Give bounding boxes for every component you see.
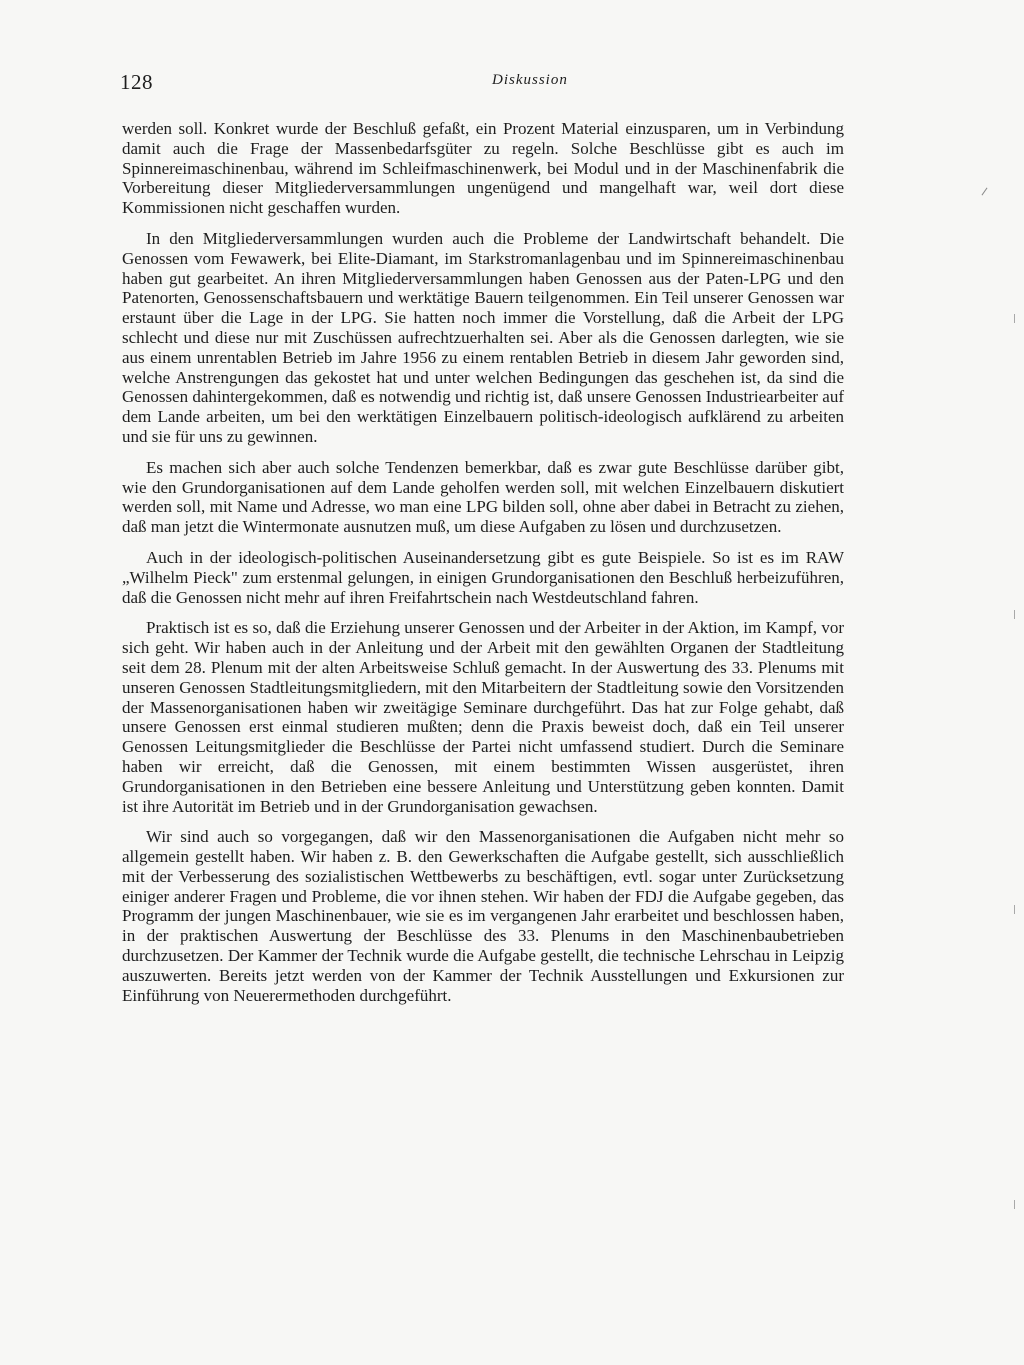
paragraph-3: Es machen sich aber auch solche Tendenzen bemerkbar, daß es zwar gute Beschlüsse darüber gibt, wie den Grundorganisationen auf dem Lande geholfen werden soll, mit welchen Einzelbauern diskutiert werden soll, mit Name und Adresse, wo man eine LPG bilden soll, ohne aber dabei in Betracht zu ziehen, daß man jetzt die Wintermonate ausnutzen muß, um diese Aufgaben zu lösen und durchzusetzen.: [122, 457, 844, 537]
paragraph-5: Praktisch ist es so, daß die Erziehung unserer Genossen und der Arbeiter in der Aktion, im Kampf, vor sich geht. Wir haben auch in der Anleitung und der Arbeit mit den gewählten Organen der Stadtleitung seit dem 28. Plenum mit der alten Arbeitsweise Schluß gemacht. In der Auswertung des 33. Plenums mit unseren Genossen Stadtleitungsmitgliedern, mit den Mitarbeitern der Stadtleitung sowie den Vorsitzenden der Massenorganisationen haben wir zweitägige Seminare durchgeführt. Das hat zur Folge gehabt, daß unsere Genossen erst einmal studieren mußten; denn die Praxis beweist doch, daß ein Teil unserer Genossen Leitungsmitglieder die Beschlüsse der Partei nicht umfassend studiert. Durch die Seminare haben wir erreicht, daß die Genossen, mit einem bestimmten Wissen ausgerüstet, ihren Grundorganisationen in den Betrieben eine bessere Anleitung und Unterstützung geben konnten. Damit ist ihre Autorität im Betrieb und in der Grundorganisation gewachsen.: [122, 618, 844, 816]
margin-mark: [1014, 314, 1015, 323]
margin-mark: [1014, 905, 1015, 914]
paragraph-6: Wir sind auch so vorgegangen, daß wir den Massenorganisationen die Aufgaben nicht mehr so allgemein gestellt haben. Wir haben z. B. den Gewerkschaften die Aufgabe gestellt, sich ausschließlich mit der Verbesserung des sozialistischen Wettbewerbs zu beschäftigen, evtl. sogar unter Zurücksetzung einiger anderer Fragen und Probleme, die vor ihnen stehen. Wir haben der FDJ die Aufgabe gegeben, das Programm der jungen Maschinenbauer, wie sie es im vergangenen Jahr erarbeitet und beschlossen haben, in der praktischen Auswertung der Beschlüsse des 33. Plenums in den Maschinenbaubetrieben durchzusetzen. Der Kammer der Technik wurde die Aufgabe gestellt, die technische Lehrschau in Leipzig auszuwerten. Bereits jetzt werden von der Kammer der Technik Ausstellungen und Exkursionen zur Einführung von Neuerermethoden durchgeführt.: [122, 827, 844, 1005]
paragraph-4: Auch in der ideologisch-politischen Auseinandersetzung gibt es gute Beispiele. So ist es im RAW „Wilhelm Pieck" zum erstenmal gelungen, in einigen Grundorganisationen den Beschluß herbeizuführen, daß die Genossen nicht mehr auf ihren Freifahrtschein nach Westdeutschland fahren.: [122, 547, 844, 607]
page-number: 128: [120, 70, 153, 94]
paragraph-2: In den Mitgliederversammlungen wurden auch die Probleme der Landwirtschaft behandelt. Die Genossen vom Fewawerk, bei Elite-Diamant, im Starkstromanlagenbau und im Spinnereimaschinenbau haben gut gearbeitet. An ihren Mitgliederversammlungen haben Genossen aus der Paten-LPG und den Patenorten, Genossenschaftsbauern und werktätige Bauern teilgenommen. Ein Teil unserer Genossen war erstaunt über die Lage in der LPG. Sie hatten noch immer die Vorstellung, daß die Arbeit der LPG schlecht und diese nur mit Zuschüssen aufrechtzuerhalten sei. Aber als die Genossen darlegten, wie sie aus einem unrentablen Betrieb im Jahre 1956 zu einem rentablen Betrieb in diesem Jahr geworden sind, welche Anstrengungen das gekostet hat und unter welchen Bedingungen das geschehen ist, da sind die Genossen dahintergekommen, daß es notwendig und richtig ist, daß unsere Genossen Industriearbeiter auf dem Lande arbeiten, um bei den werktätigen Einzelbauern politisch-ideologisch aufklärend zu arbeiten und sie für uns zu gewinnen.: [122, 228, 844, 446]
margin-mark: [1014, 1200, 1015, 1209]
paragraph-1: werden soll. Konkret wurde der Beschluß gefaßt, ein Prozent Material einzusparen, um in Verbindung damit auch die Frage der Massenbedarfsgüter zu regeln. Solche Beschlüsse gibt es auch im Spinnereimaschinenbau, während im Schleifmaschinenwerk, bei Modul und in der Maschinenfabrik die Vorbereitung dieser Mitgliederversammlungen ungenügend und mangelhaft war, weil dort diese Kommissionen nicht geschaffen wurden.: [122, 119, 844, 218]
body-text: [122, 119, 844, 1016]
margin-tick-mark: [982, 188, 988, 196]
running-head: Diskussion: [492, 72, 568, 88]
page-header: [118, 70, 846, 100]
margin-mark: [1014, 610, 1015, 619]
